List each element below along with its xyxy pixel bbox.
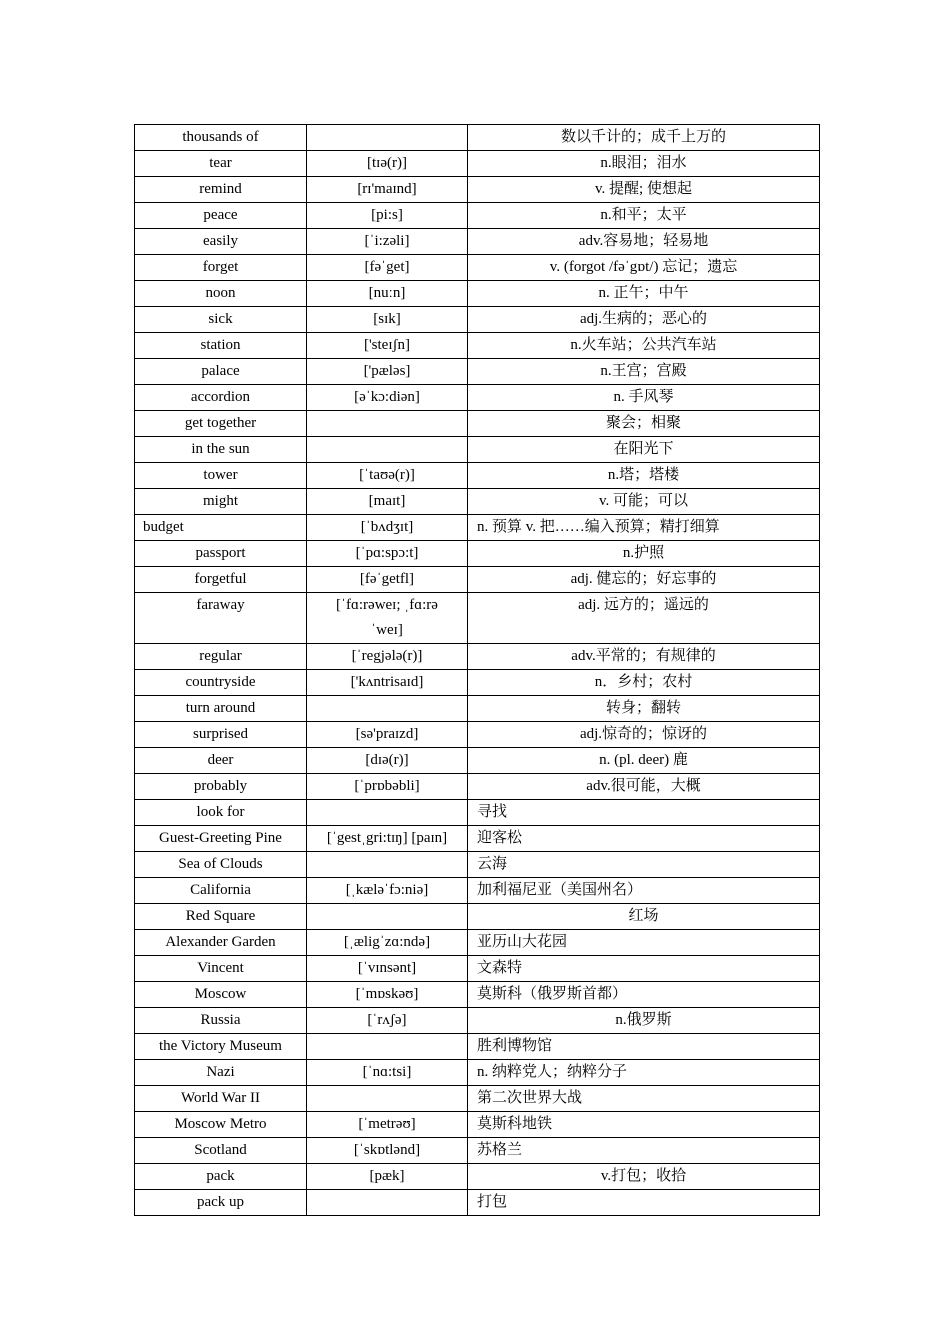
table-row (135, 463, 820, 489)
meaning-cell: n.火车站；公共汽车站 (468, 333, 820, 359)
meaning-cell: 第二次世界大战 (468, 1086, 820, 1112)
word-cell: Moscow (135, 982, 307, 1008)
word-cell: Red Square (135, 904, 307, 930)
table-row (135, 982, 820, 1008)
phonetic-cell: [ˈprɒbəbli] (307, 774, 468, 800)
meaning-cell: n.护照 (468, 541, 820, 567)
phonetic-cell: [ˈregjələ(r)] (307, 644, 468, 670)
meaning-cell: 聚会；相聚 (468, 411, 820, 437)
table-row (135, 567, 820, 593)
table-row (135, 255, 820, 281)
meaning-cell: 打包 (468, 1190, 820, 1216)
word-cell: probably (135, 774, 307, 800)
phonetic-cell: [ˈmɒskəʊ] (307, 982, 468, 1008)
table-row (135, 359, 820, 385)
word-cell: surprised (135, 722, 307, 748)
word-cell: Moscow Metro (135, 1112, 307, 1138)
word-cell: palace (135, 359, 307, 385)
word-cell: Scotland (135, 1138, 307, 1164)
meaning-cell: adj.惊奇的；惊讶的 (468, 722, 820, 748)
table-row (135, 956, 820, 982)
table-row (135, 1112, 820, 1138)
phonetic-cell: [pæk] (307, 1164, 468, 1190)
meaning-cell: n. 手风琴 (468, 385, 820, 411)
table-row (135, 229, 820, 255)
phonetic-cell (307, 904, 468, 930)
phonetic-cell: [ˈrʌʃə] (307, 1008, 468, 1034)
table-row (135, 489, 820, 515)
table-row (135, 722, 820, 748)
word-cell: forget (135, 255, 307, 281)
table-row (135, 1008, 820, 1034)
table-row (135, 930, 820, 956)
phonetic-cell: [nuːn] (307, 281, 468, 307)
table-row (135, 1190, 820, 1216)
table-row (135, 696, 820, 722)
table-row (135, 878, 820, 904)
meaning-cell: adv.容易地；轻易地 (468, 229, 820, 255)
table-row (135, 1164, 820, 1190)
word-cell: the Victory Museum (135, 1034, 307, 1060)
phonetic-cell (307, 800, 468, 826)
phonetic-cell: [ˈgestˌgri:tɪŋ] [paɪn] (307, 826, 468, 852)
meaning-cell: v. (forgot /fəˈgɒt/) 忘记；遗忘 (468, 255, 820, 281)
word-cell: peace (135, 203, 307, 229)
word-cell: budget (135, 515, 307, 541)
word-cell: deer (135, 748, 307, 774)
word-cell: countryside (135, 670, 307, 696)
table-row (135, 203, 820, 229)
meaning-cell: 数以千计的；成千上万的 (468, 125, 820, 151)
phonetic-cell: [fəˈgetfl] (307, 567, 468, 593)
meaning-cell: adj. 健忘的；好忘事的 (468, 567, 820, 593)
table-row (135, 385, 820, 411)
phonetic-cell: [sə'praɪzd] (307, 722, 468, 748)
phonetic-cell: [ˈmetrəʊ] (307, 1112, 468, 1138)
table-row (135, 177, 820, 203)
word-cell: get together (135, 411, 307, 437)
table-row (135, 826, 820, 852)
meaning-cell: n. (pl. deer) 鹿 (468, 748, 820, 774)
phonetic-cell (307, 411, 468, 437)
meaning-cell: v. 可能；可以 (468, 489, 820, 515)
meaning-cell: 苏格兰 (468, 1138, 820, 1164)
phonetic-cell: [əˈkɔ:diən] (307, 385, 468, 411)
meaning-cell: adj. 远方的；遥远的 (468, 593, 820, 644)
meaning-cell: n.俄罗斯 (468, 1008, 820, 1034)
table-row (135, 1086, 820, 1112)
phonetic-cell: [dɪə(r)] (307, 748, 468, 774)
table-row (135, 774, 820, 800)
table-row (135, 307, 820, 333)
table-row (135, 1034, 820, 1060)
table-row (135, 281, 820, 307)
phonetic-cell (307, 1034, 468, 1060)
word-cell: station (135, 333, 307, 359)
meaning-cell: n.眼泪；泪水 (468, 151, 820, 177)
phonetic-cell: [ˈnɑ:tsi] (307, 1060, 468, 1086)
meaning-cell: 加利福尼亚（美国州名） (468, 878, 820, 904)
word-cell: Alexander Garden (135, 930, 307, 956)
meaning-cell: n.塔；塔楼 (468, 463, 820, 489)
meaning-cell: adv.平常的；有规律的 (468, 644, 820, 670)
vocabulary-table (134, 124, 820, 1216)
phonetic-cell (307, 1190, 468, 1216)
phonetic-cell (307, 852, 468, 878)
phonetic-cell: [ˈtaʊə(r)] (307, 463, 468, 489)
word-cell: faraway (135, 593, 307, 644)
phonetic-cell: ['steɪʃn] (307, 333, 468, 359)
phonetic-cell: [ˈvɪnsənt] (307, 956, 468, 982)
phonetic-cell: [ˈi:zəli] (307, 229, 468, 255)
table-row (135, 593, 820, 644)
meaning-cell: n.王宫；宫殿 (468, 359, 820, 385)
word-cell: Guest-Greeting Pine (135, 826, 307, 852)
word-cell: Russia (135, 1008, 307, 1034)
phonetic-cell (307, 696, 468, 722)
meaning-cell: 寻找 (468, 800, 820, 826)
word-cell: accordion (135, 385, 307, 411)
word-cell: California (135, 878, 307, 904)
table-row (135, 437, 820, 463)
table-row (135, 904, 820, 930)
word-cell: pack up (135, 1190, 307, 1216)
meaning-cell: 迎客松 (468, 826, 820, 852)
phonetic-cell: [ˈpɑ:spɔ:t] (307, 541, 468, 567)
phonetic-cell: [rɪ'maɪnd] (307, 177, 468, 203)
phonetic-cell: [fəˈget] (307, 255, 468, 281)
phonetic-cell: [pi:s] (307, 203, 468, 229)
table-row (135, 670, 820, 696)
phonetic-cell: [ˌæligˈzɑ:ndə] (307, 930, 468, 956)
meaning-cell: 亚历山大花园 (468, 930, 820, 956)
word-cell: Sea of Clouds (135, 852, 307, 878)
vocabulary-table-body (135, 125, 820, 1216)
table-row (135, 644, 820, 670)
phonetic-cell: [ˈskɒtlənd] (307, 1138, 468, 1164)
word-cell: in the sun (135, 437, 307, 463)
word-cell: Nazi (135, 1060, 307, 1086)
phonetic-cell (307, 125, 468, 151)
meaning-cell: adv.很可能，大概 (468, 774, 820, 800)
word-cell: easily (135, 229, 307, 255)
word-cell: remind (135, 177, 307, 203)
phonetic-cell: [tɪə(r)] (307, 151, 468, 177)
meaning-cell: n.和平；太平 (468, 203, 820, 229)
meaning-cell: n. 预算 v. 把……编入预算；精打细算 (468, 515, 820, 541)
phonetic-cell (307, 1086, 468, 1112)
word-cell: look for (135, 800, 307, 826)
table-row (135, 852, 820, 878)
word-cell: pack (135, 1164, 307, 1190)
table-row (135, 151, 820, 177)
table-row (135, 515, 820, 541)
word-cell: forgetful (135, 567, 307, 593)
word-cell: thousands of (135, 125, 307, 151)
word-cell: tear (135, 151, 307, 177)
meaning-cell: n. 正午；中午 (468, 281, 820, 307)
phonetic-cell: ['kʌntrisaɪd] (307, 670, 468, 696)
meaning-cell: n. 纳粹党人；纳粹分子 (468, 1060, 820, 1086)
table-row (135, 411, 820, 437)
word-cell: noon (135, 281, 307, 307)
phonetic-cell: [sɪk] (307, 307, 468, 333)
table-row (135, 800, 820, 826)
word-cell: passport (135, 541, 307, 567)
phonetic-cell (307, 437, 468, 463)
table-row (135, 125, 820, 151)
meaning-cell: 莫斯科（俄罗斯首都） (468, 982, 820, 1008)
meaning-cell: 红场 (468, 904, 820, 930)
meaning-cell: 莫斯科地铁 (468, 1112, 820, 1138)
meaning-cell: 转身；翻转 (468, 696, 820, 722)
meaning-cell: adj.生病的；恶心的 (468, 307, 820, 333)
word-cell: World War II (135, 1086, 307, 1112)
word-cell: turn around (135, 696, 307, 722)
meaning-cell: n．乡村；农村 (468, 670, 820, 696)
meaning-cell: 在阳光下 (468, 437, 820, 463)
word-cell: Vincent (135, 956, 307, 982)
word-cell: tower (135, 463, 307, 489)
meaning-cell: 胜利博物馆 (468, 1034, 820, 1060)
meaning-cell: 云海 (468, 852, 820, 878)
phonetic-cell: [ˈbʌdʒɪt] (307, 515, 468, 541)
word-cell: might (135, 489, 307, 515)
meaning-cell: v.打包；收拾 (468, 1164, 820, 1190)
table-row (135, 1138, 820, 1164)
phonetic-cell: [maɪt] (307, 489, 468, 515)
table-row (135, 1060, 820, 1086)
table-row (135, 541, 820, 567)
phonetic-cell: [ˌkæləˈfɔ:niə] (307, 878, 468, 904)
table-row (135, 333, 820, 359)
meaning-cell: 文森特 (468, 956, 820, 982)
table-row (135, 748, 820, 774)
phonetic-cell: [ˈfɑ:rəweɪ; ˌfɑ:rəˈweɪ] (307, 593, 468, 644)
phonetic-cell: ['pæləs] (307, 359, 468, 385)
word-cell: sick (135, 307, 307, 333)
word-cell: regular (135, 644, 307, 670)
meaning-cell: v. 提醒; 使想起 (468, 177, 820, 203)
